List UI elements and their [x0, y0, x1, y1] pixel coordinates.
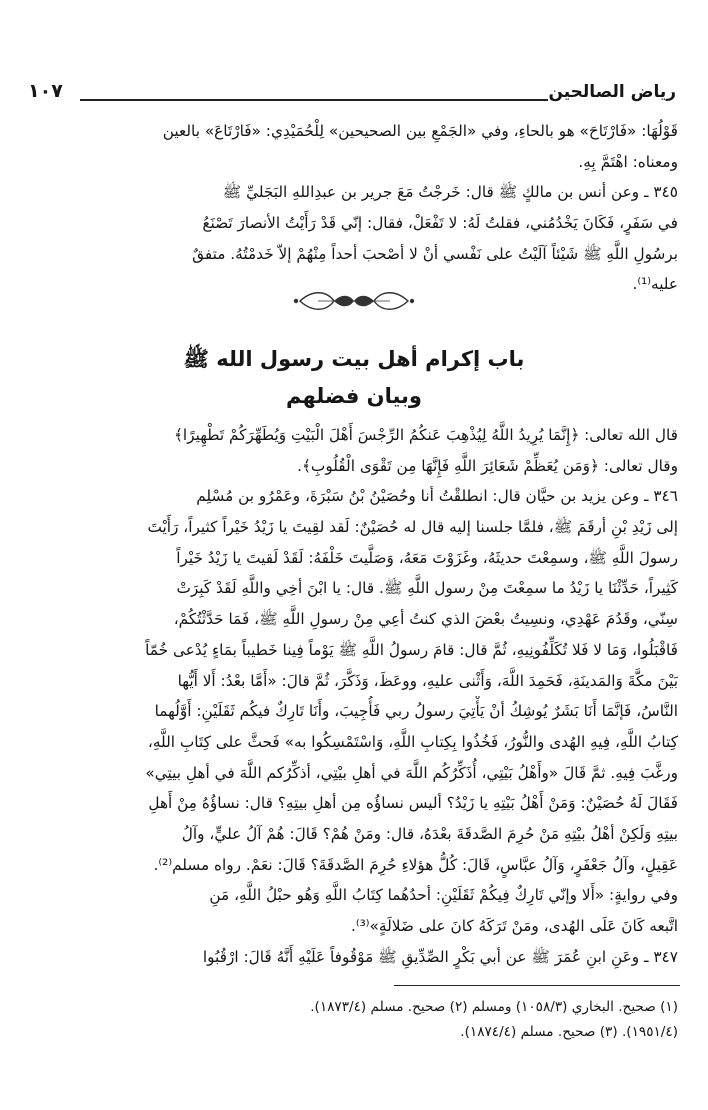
text-line: كِتابُ اللَّهِ، فِيهِ الهُدى والنُّورُ، فَخُذُوا بِكِتابِ اللَّهِ، وَاسْتَمْسِكُوا به» فَحثَّ على كِتَابِ اللَّهِ، — [147, 732, 678, 751]
text-line: ومعناه: اهْتَمَّ بِهِ. — [578, 152, 678, 171]
footnote-line: (١) صحيح. البخاري (١٠٥٨/٣) ومسلم (٢) صحيح. مسلم (١٨٧٣/٤). — [310, 999, 678, 1015]
text-line: عَقِيلٍ، وآلُ جَعْفَرٍ، وَآلُ عبَّاسٍ، قَالَ: كُلُّ هؤلاءِ حُرِمَ الصَّدقَةَ؟ قَالَ: نعَمْ. رواه مسلم⁽²⁾. — [153, 855, 678, 874]
running-title: رياض الصالحين — [548, 82, 676, 102]
text-line: وفي روايةٍ: «أَلا وإنّي تَارِكٌ فِيكُمْ ثَقَلَيْنِ: أحدُهُما كِتَابُ اللَّهِ وَهُو حبْلُ اللَّهِ، مَنِ — [209, 886, 678, 905]
text-line: رسولَ اللَّهِ ﷺ، وسمِعْتَ حديثَهُ، وغَزَوْتَ مَعَهُ، وَصَلَّيتَ خَلْفَهُ: لَقَدْ لَقيتَ يا زَيْدُ خَيْراً — [176, 548, 678, 567]
text-line: قَوْلُهَا: «فَارْتَاحَ» هو بالحاءِ، وفي «الجَمْعِ بين الصحيحين» لِلْحُمَيْدِي: «فَارْتَاعَ» بالعين — [162, 122, 678, 140]
footnote-rule — [394, 985, 680, 986]
text-line: بَيْنَ مكَّةَ وَالمَدينَةِ، فَحَمِدَ اللَّهَ، وَأَثْنى عليهِ، ووعَظَ، وَذَكَّرَ، ثُمَّ قالَ: «أَمَّا بعْدُ: أَلا أَيُّها — [177, 671, 678, 690]
page-number: ١٠٧ — [28, 80, 63, 102]
quran-verse-line: وقال تعالى: ﴿وَمَن يُعَظِّمْ شَعَائِرَ اللَّهِ فَإِنَّهَا مِن تَقْوَى الْقُلُوبِ﴾. — [297, 456, 678, 475]
text-line: عليه⁽¹⁾. — [632, 275, 678, 294]
text-line: كَثِيراً، حَدِّثْنَا يا زَيْدُ ما سمِعْتَ مِنْ رسول اللَّهِ ﷺ. قال: يا ابْنَ أخِي واللَّهِ لَقَدْ كَبِرَتْ — [176, 579, 678, 598]
ornament-divider-icon — [0, 286, 708, 316]
chapter-subtitle: وبيان فضلهم — [286, 384, 422, 408]
hadith-346-line: ٣٤٦ ـ وعن يزيد بن حيَّان قال: انطلقْتُ أنا وحُصَيْنُ بْنُ سَبْرَةَ، وعَمْرُو بن مُسْلِم — [196, 487, 678, 506]
page-header — [28, 80, 676, 106]
text-line: برسُولِ اللَّهِ ﷺ شَيْئاً آلَيْتُ على نَفْسي أنْ لا أصْحبَ أحداً مِنْهُمْ إلاّ خَدمْتُهُ. متفقٌ — [192, 244, 678, 263]
text-line: سِنّي، وقَدُمَ عَهْدِي، ونسِيتُ بعْضَ الذي كنتُ أعِي مِنْ رسولِ اللَّهِ ﷺ، فَمَا حَدَّثْتُكُمْ، — [173, 610, 678, 629]
chapter-title: باب إكرام أهل بيت رسول الله ﷺ — [183, 347, 525, 371]
text-line: ورغَّبَ فِيهِ. ثمَّ قَالَ «وأَهْلُ بَيْتِي، أُذَكِّرُكُم اللَّهَ في أهلِ بيْتِي، أذكِّرُكم اللَّهَ في أهلِ بيتِي» — [145, 763, 678, 782]
text-line: في سَفَرٍ، فَكَانَ يَخْدُمُني، فقلتُ لَهُ: لا تَفْعَلْ، فقال: إنّي قَدْ رَأَيْتُ الأنصارَ تَصْنَعُ — [202, 214, 678, 233]
footnote-line: (١٩٥١/٤). (٣) صحيح. مسلم (١٨٧٤/٤). — [460, 1024, 678, 1040]
chapter-heading — [0, 340, 708, 414]
text-line: إلى زَيْدِ بْنِ أرقَمَ ﷺ، فلمَّا جلسنا إليه قال له حُصَيْنٌ: لَقد لقِيتَ يا زَيْدُ خَيْراً كثيراً، رَأَيْتَ — [147, 518, 678, 537]
text-line: النَّاسُ، فَإنَّمَا أَنَا بَشَرٌ يُوشِكُ أنْ يَأْتِيَ رسولُ ربي فَأُجِيبَ، وأَنَا تَارِكٌ فيكُم ثَقَلَيْنِ: أَوَّلُهما — [154, 702, 678, 721]
text-line: فَقَالَ لَهُ حُصَيْنٌ: وَمَنْ أَهْلُ بَيْتِهِ يا زَيْدُ؟ أليس نساؤُه مِن أهلِ بيتِهِ؟ قال: نساؤُهُ مِنْ أَهلِ — [148, 794, 678, 813]
main-text-block — [28, 420, 678, 972]
text-line: اتَّبعه كَانَ عَلَى الهُدى، ومَنْ تَرَكَهُ كانَ على ضَلالَةٍ»⁽³⁾. — [350, 917, 678, 935]
footnotes — [28, 995, 678, 1045]
quran-verse-line: قال الله تعالى: ﴿إِنَّمَا يُرِيدُ اللَّهُ لِيُذْهِبَ عَنكُمُ الرِّجْسَ أَهْلَ الْبَيْتِ وَيُطَهِّرَكُمْ تَطْهِيرًا﴾ — [173, 426, 678, 444]
top-text-block — [28, 116, 678, 300]
hadith-345-line: ٣٤٥ ـ وعن أنس بن مالكٍ ﷺ قال: خَرجْتُ مَعَ جرير بن عبدِاللهِ البَجَليِّ ﷺ — [222, 183, 678, 202]
text-line: فَاقْبَلُوا، وَمَا لا فَلا تُكَلِّفُونِيهِ، ثُمَّ قال: قامَ رسولُ اللَّهِ ﷺ يَوْماً فِينا خَطيباً بمَاءٍ يُدْعى خُمّاً — [145, 640, 678, 659]
hadith-347-line: ٣٤٧ ـ وعَنِ ابنِ عُمَرَ ﷺ عن أبي بَكْرٍ الصِّدِّيقِ ﷺ مَوْقُوفاً عَلَيْهِ أَنَّهُ قَالَ: ارْقُبُوا — [202, 947, 678, 966]
header-rule — [80, 99, 548, 101]
text-line: بيتِهِ وَلَكِنْ أهْلُ بيْتِهِ مَنْ حُرِمَ الصَّدقَةَ بعْدَهُ، قال: ومَنْ هُمْ؟ قَالَ: هُمْ آلُ عليٍّ، وآلُ — [181, 824, 678, 843]
